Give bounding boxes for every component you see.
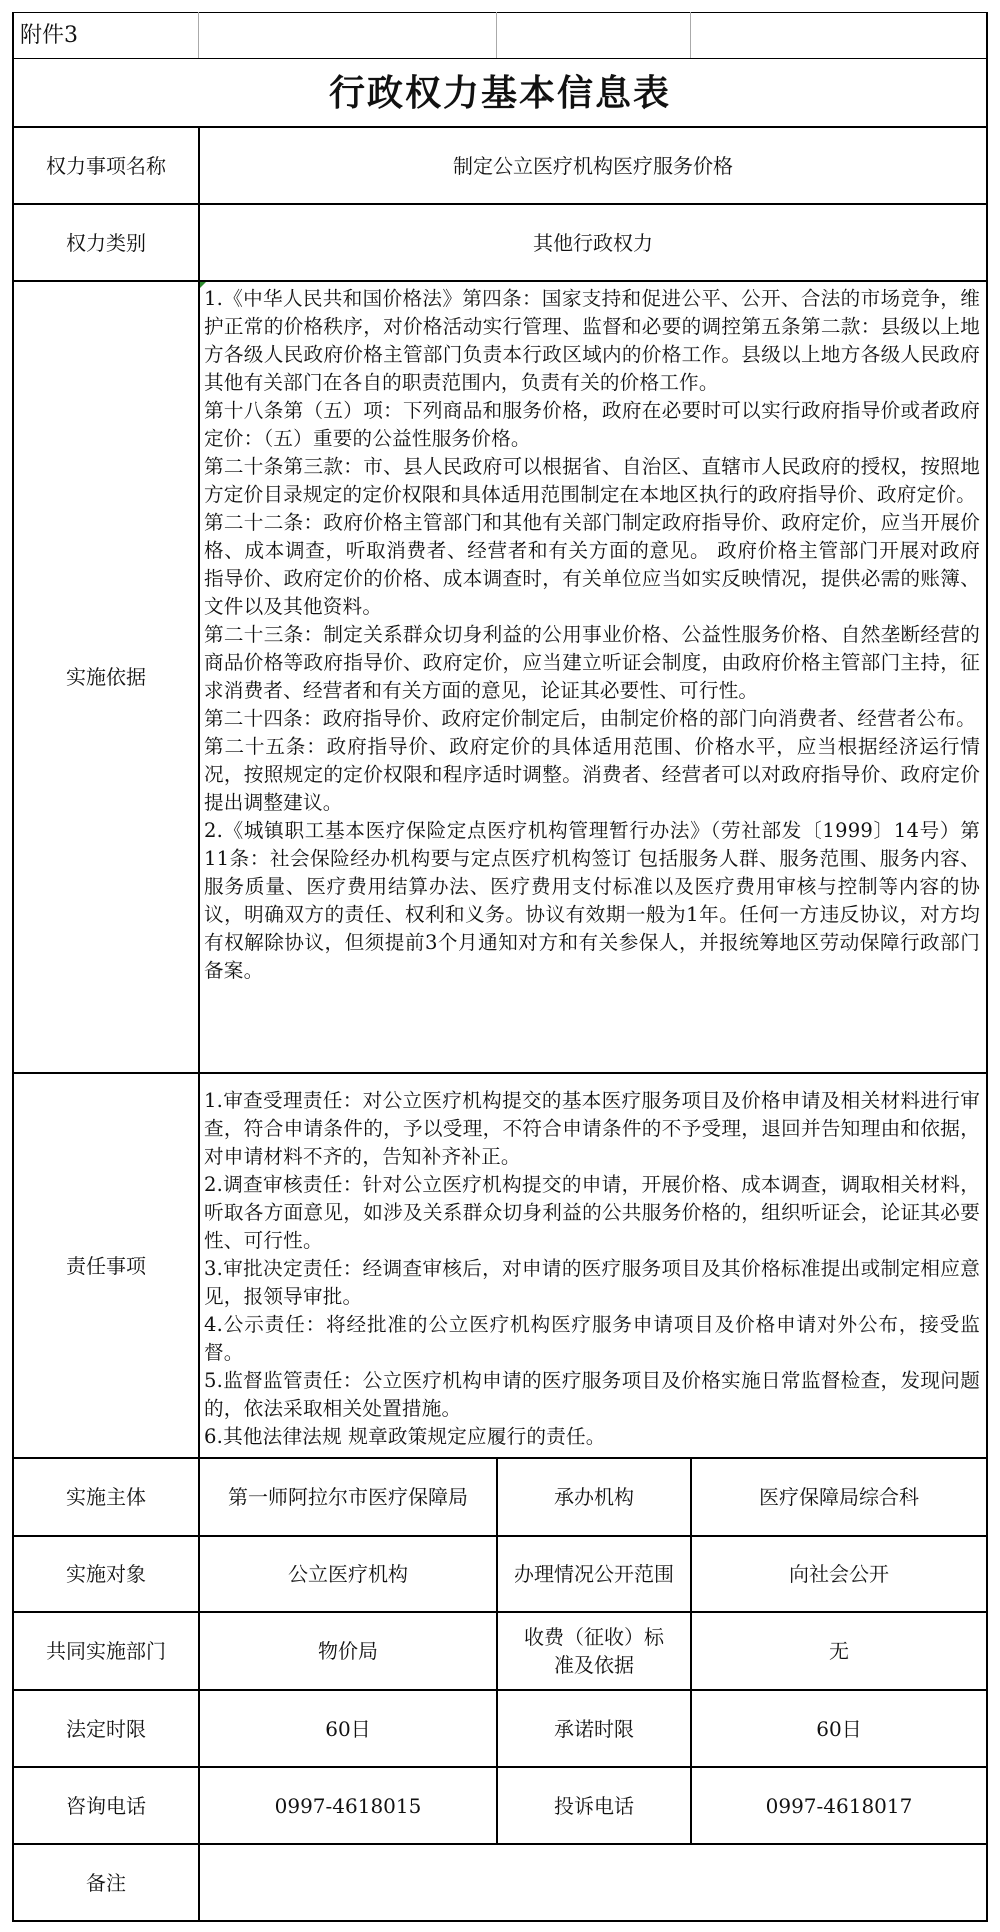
grid-line	[198, 12, 199, 58]
responsibility-paragraph: 1.审查受理责任：对公立医疗机构提交的基本医疗服务项目及价格申请及相关材料进行审查，符合申请条件的，予以受理，不符合申请条件的不予受理，退回并告知理由和依据，对申请材料不齐的，告知补齐补正。	[204, 1089, 980, 1168]
value-legal-limit: 60日	[325, 1716, 371, 1741]
page-title: 行政权力基本信息表	[328, 71, 671, 114]
basis-paragraph: 第二十四条：政府指导价、政府定价制定后，由制定价格的部门向消费者、经营者公布。	[204, 707, 976, 730]
responsibility-paragraph: 3.审批决定责任：经调查审核后，对申请的医疗服务项目及其价格标准提出或制定相应意见，报领导审批。	[204, 1257, 980, 1308]
label-remarks: 备注	[86, 1870, 126, 1895]
value-power-category: 其他行政权力	[533, 230, 653, 255]
grid-line	[12, 1920, 988, 1922]
value-implementing-body: 第一师阿拉尔市医疗保障局	[228, 1485, 468, 1509]
value-disclosure-scope: 向社会公开	[789, 1562, 889, 1586]
basis-paragraph: 第十八条第（五）项：下列商品和服务价格，政府在必要时可以实行政府指导价或者政府定价：（五）重要的公益性服务价格。	[204, 399, 980, 450]
value-joint-dept: 物价局	[318, 1639, 378, 1663]
value-target: 公立医疗机构	[288, 1562, 408, 1586]
label-disclosure-scope: 办理情况公开范围	[514, 1562, 674, 1586]
label-legal-limit: 法定时限	[66, 1716, 146, 1741]
value-fee-standard: 无	[829, 1639, 849, 1663]
label-basis: 实施依据	[66, 665, 146, 689]
responsibility-paragraph: 4.公示责任：将经批准的公立医疗机构医疗服务申请项目及价格申请对外公布，接受监督。	[204, 1313, 980, 1364]
label-target: 实施对象	[66, 1562, 146, 1586]
basis-paragraph: 第二十五条：政府指导价、政府定价的具体适用范围、价格水平，应当根据经济运行情况，按照规定的定价权限和程序适时调整。消费者、经营者可以对政府指导价、政府定价提出调整建议。	[204, 735, 980, 814]
grid-line	[690, 12, 691, 58]
label-power-item-name: 权力事项名称	[46, 153, 166, 178]
value-complaint-phone: 0997-4618017	[765, 1793, 913, 1818]
value-consult-phone: 0997-4618015	[274, 1793, 422, 1818]
label-joint-dept: 共同实施部门	[46, 1639, 166, 1663]
value-promised-limit: 60日	[816, 1716, 862, 1741]
responsibility-paragraph: 2.调查审核责任：针对公立医疗机构提交的申请，开展价格、成本调查，调取相关材料，听取各方面意见，如涉及关系群众切身利益的公共服务价格的，组织听证会，论证其必要性、可行性。	[204, 1173, 980, 1252]
responsibility-text	[202, 1087, 982, 1457]
basis-paragraph: 1.《中华人民共和国价格法》第四条：国家支持和促进公平、公开、合法的市场竞争，维护正常的价格秩序，对价格活动实行管理、监督和必要的调控第五条第二款：县级以上地方各级人民政府价格主管部门负责本行政区域内的价格工作。县级以上地方各级人民政府其他有关部门在各自的职责范围内，负责有关的价格工作。	[204, 287, 980, 394]
basis-paragraph: 2.《城镇职工基本医疗保险定点医疗机构管理暂行办法》（劳社部发〔1999〕14号）第11条：社会保险经办机构要与定点医疗机构签订 包括服务人群、服务范围、服务内容、服务质量、医疗费用结算办法、医疗费用支付标准以及医疗费用审核与控制等内容的协议，明确双方的责任、权利和义务。协议有效期一般为1年。任何一方违反协议，对方均有权解除协议，但须提前3个月通知对方和有关参保人，并报统筹地区劳动保障行政部门备案。	[204, 819, 980, 982]
label-promised-limit: 承诺时限	[554, 1716, 634, 1741]
label-complaint-phone: 投诉电话	[554, 1793, 634, 1818]
value-power-item-name: 制定公立医疗机构医疗服务价格	[453, 153, 733, 178]
basis-paragraph: 第二十三条：制定关系群众切身利益的公用事业价格、公益性服务价格、自然垄断经营的商品价格等政府指导价、政府定价，应当建立听证会制度，由政府价格主管部门主持，征求消费者、经营者和有关方面的意见，论证其必要性、可行性。	[204, 623, 980, 702]
label-responsibility: 责任事项	[66, 1253, 146, 1278]
basis-paragraph: 第二十条第三款：市、县人民政府可以根据省、自治区、直辖市人民政府的授权，按照地方定价目录规定的定价权限和具体适用范围制定在本地区执行的政府指导价、政府定价。	[204, 455, 980, 506]
basis-text	[202, 285, 982, 1072]
label-implementing-body: 实施主体	[66, 1485, 146, 1509]
attachment-label: 附件3	[20, 22, 78, 48]
label-fee-standard: 收费（征收）标准及依据	[524, 1625, 664, 1677]
basis-paragraph: 第二十二条：政府价格主管部门和其他有关部门制定政府指导价、政府定价，应当开展价格、成本调查，听取消费者、经营者和有关方面的意见。 政府价格主管部门开展对政府指导价、政府定价的价格、成本调查时，有关单位应当如实反映情况，提供必需的账簿、文件以及其他资料。	[204, 511, 980, 618]
value-handling-org: 医疗保障局综合科	[759, 1485, 919, 1509]
label-handling-org: 承办机构	[554, 1485, 634, 1509]
label-power-category: 权力类别	[66, 230, 146, 255]
responsibility-paragraph: 5.监督监管责任：公立医疗机构申请的医疗服务项目及价格实施日常监督检查，发现问题的，依法采取相关处置措施。	[204, 1369, 980, 1420]
value-remarks	[200, 1845, 986, 1920]
grid-line	[986, 12, 988, 1922]
label-consult-phone: 咨询电话	[66, 1793, 146, 1818]
grid-line	[496, 12, 497, 58]
responsibility-paragraph: 6.其他法律法规 规章政策规定应履行的责任。	[204, 1425, 606, 1448]
